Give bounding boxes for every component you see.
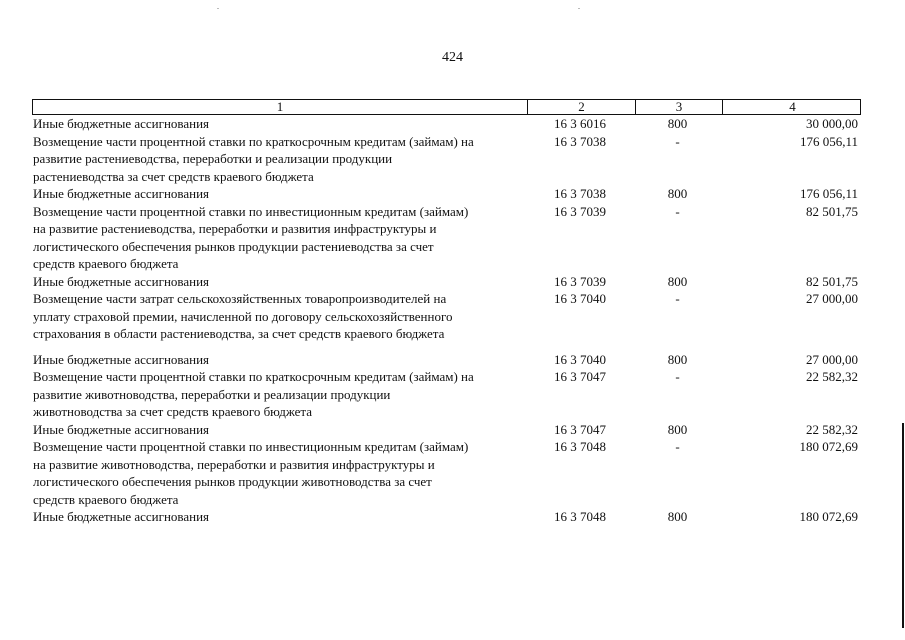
row-sum: 176 056,11 (799, 133, 858, 149)
row-code: 16 3 7047 (554, 369, 606, 384)
table-row (32, 368, 861, 421)
row-type: - (675, 203, 680, 219)
header-col-3: 3 (635, 100, 722, 114)
row-type: 800 (667, 116, 688, 131)
row-type: - (675, 439, 680, 454)
row-code: 16 3 7039 (554, 203, 606, 219)
row-type: 800 (667, 186, 688, 201)
scan-speck (217, 8, 219, 9)
table-row (32, 438, 861, 508)
scan-margin-line (902, 423, 904, 628)
row-sum: 82 501,75 (806, 273, 858, 289)
row-sum: 82 501,75 (806, 203, 858, 219)
header-col-4: 4 (722, 100, 862, 114)
row-sum: 180 072,69 (799, 439, 858, 454)
table-row (32, 115, 861, 133)
header-col-2: 2 (527, 100, 635, 114)
budget-table (32, 99, 861, 526)
row-name: Иные бюджетные ассигнования (33, 186, 210, 201)
row-sum: 22 582,32 (806, 369, 858, 384)
row-type: - (675, 291, 680, 306)
row-sum: 30 000,00 (806, 116, 858, 131)
row-type: - (675, 133, 680, 149)
row-code: 16 3 7040 (554, 291, 606, 306)
table-row (32, 508, 861, 526)
row-sum: 176 056,11 (799, 186, 858, 201)
row-code: 16 3 6016 (554, 116, 606, 131)
header-col-1: 1 (276, 99, 284, 114)
table-row (32, 203, 861, 273)
row-code: 16 3 7048 (554, 509, 606, 524)
row-code: 16 3 7040 (554, 351, 606, 367)
row-code: 16 3 7039 (554, 273, 606, 289)
row-type: 800 (667, 421, 688, 437)
table-row (32, 273, 861, 291)
row-sum: 27 000,00 (806, 351, 858, 367)
table-header (32, 99, 861, 115)
row-sum: 22 582,32 (806, 421, 858, 437)
row-type: 800 (667, 509, 688, 524)
row-name: Иные бюджетные ассигнования (33, 273, 210, 289)
row-type: - (675, 369, 680, 384)
row-code: 16 3 7048 (554, 439, 606, 454)
row-code: 16 3 7047 (554, 421, 606, 437)
row-code: 16 3 7038 (554, 133, 606, 149)
row-name: Возмещение части затрат сельскохозяйственных товаропроизводителей на уплату страховой премии, начисленной по договору сельскохозяйственного страхования в области растениеводства, за счет средств краевого бюджета (33, 291, 453, 341)
row-sum: 180 072,69 (799, 509, 858, 524)
row-name: Возмещение части процентной ставки по инвестиционным кредитам (займам) на развитие животноводства, переработки и развития инфраструктуры и логистического обеспечения рынков продукции животноводства за счет средств краевого бюджета (33, 439, 469, 507)
row-name: Возмещение части процентной ставки по краткосрочным кредитам (займам) на развитие растениеводства, переработки и реализации продукции растениеводства за счет средств краевого бюджета (33, 133, 474, 184)
table-row (32, 290, 861, 343)
table-row (32, 185, 861, 203)
row-code: 16 3 7038 (554, 186, 606, 201)
row-type: 800 (667, 351, 688, 367)
row-name: Иные бюджетные ассигнования (33, 421, 210, 437)
row-name: Иные бюджетные ассигнования (33, 509, 210, 524)
row-type: 800 (667, 273, 688, 289)
table-row (32, 351, 861, 369)
row-sum: 27 000,00 (806, 291, 858, 306)
row-name: Иные бюджетные ассигнования (33, 351, 210, 367)
page-number: 424 (442, 50, 463, 65)
table-row (32, 133, 861, 186)
row-name: Иные бюджетные ассигнования (33, 116, 210, 131)
row-name: Возмещение части процентной ставки по инвестиционным кредитам (займам) на развитие растениеводства, переработки и развития инфраструктуры и логистического обеспечения рынков продукции растениеводства за счет средств краевого бюджета (33, 203, 469, 271)
scan-speck (578, 8, 580, 9)
row-name: Возмещение части процентной ставки по краткосрочным кредитам (займам) на развитие животноводства, переработки и реализации продукции животноводства за счет средств краевого бюджета (33, 369, 474, 419)
table-row (32, 421, 861, 439)
